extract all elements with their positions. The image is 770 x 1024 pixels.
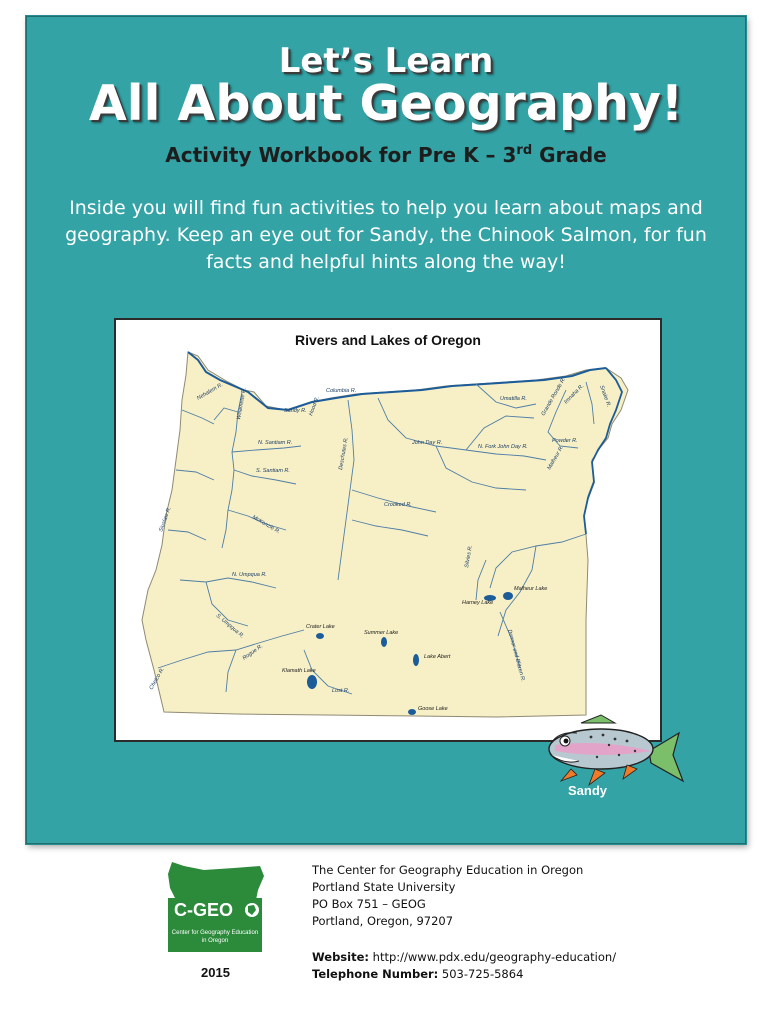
phone-number: 503-725-5864: [438, 967, 524, 981]
intro-text: Inside you will find fun activities to help you learn about maps and geography. Keep an eye out for Sandy, the Chinook Salmon, for fun facts and helpful hints along the way!: [65, 197, 707, 273]
lake-label: Crater Lake: [306, 624, 335, 630]
river-label: Willamette R.: [236, 387, 248, 421]
phone-line: [312, 966, 616, 983]
lake-label: Summer Lake: [364, 630, 399, 636]
river-label: Malheur R.: [546, 444, 566, 471]
river-label: McKenzie R.: [251, 514, 282, 536]
title-line-1: Let’s Learn: [278, 41, 494, 81]
map-graphic: [116, 320, 660, 740]
website-label: Website:: [312, 950, 369, 964]
mascot-name: Sandy: [568, 783, 608, 798]
river-label: Grande Ronde R.: [540, 376, 568, 417]
logo-tagline-1: Center for Geography Education: [171, 930, 259, 936]
river-label: Sandy R.: [284, 408, 307, 414]
address-line: The Center for Geography Education in Oregon: [312, 863, 584, 877]
salmon-mascot-icon: [531, 711, 691, 795]
oregon-map: [114, 318, 662, 742]
river-label: N. Fork John Day R.: [478, 444, 528, 450]
river-label: Silvies R.: [464, 544, 474, 569]
lake-label: Harney Lake: [462, 600, 494, 606]
address-line: Portland State University: [312, 880, 456, 894]
river-label: Powder R.: [552, 438, 578, 444]
lake-label: Malheur Lake: [514, 586, 548, 592]
website-url[interactable]: http://www.pdx.edu/geography-education/: [369, 950, 617, 964]
logo-tagline-2: in Oregon: [201, 938, 229, 944]
lake-label: Goose Lake: [418, 706, 448, 712]
year-label: 2015: [201, 965, 230, 980]
river-label: Nehalem R.: [196, 382, 225, 402]
lake-label: Lake Abert: [424, 654, 451, 660]
river-label: Crooked R.: [384, 502, 412, 508]
river-label: S. Santiam R.: [256, 468, 290, 474]
river-label: Siuslaw R.: [158, 506, 173, 533]
river-label: N. Santiam R.: [258, 440, 293, 446]
subtitle-prefix: Activity Workbook for Pre K – 3: [165, 143, 517, 167]
river-label: Chetco R.: [148, 666, 166, 691]
address-line: Portland, Oregon, 97207: [312, 914, 454, 928]
river-label: Deschutes R.: [338, 436, 350, 471]
subtitle: [27, 143, 745, 167]
lake-label: Klamath Lake: [282, 668, 316, 674]
title-line-2: All About Geography!: [88, 75, 684, 132]
river-label: Columbia R.: [326, 388, 357, 394]
river-label: Lost R.: [332, 688, 350, 694]
river-label: Hood R.: [308, 395, 321, 417]
subtitle-suffix: Grade: [532, 143, 607, 167]
river-label: Rogue R.: [241, 643, 265, 662]
website-line[interactable]: [312, 949, 616, 966]
oregon-land: [142, 352, 628, 717]
river-label: Snake R.: [598, 384, 612, 408]
river-label: John Day R.: [412, 440, 443, 446]
river-label: Donner und Blitzen R.: [506, 628, 526, 683]
river-label: Imnaha R.: [563, 383, 586, 406]
address-line: PO Box 751 – GEOG: [312, 897, 426, 911]
map-title: Rivers and Lakes of Oregon: [295, 332, 481, 348]
logo-name: C-GEO: [174, 900, 234, 920]
phone-label: Telephone Number:: [312, 967, 439, 981]
subtitle-sup: rd: [516, 143, 533, 158]
cgeo-logo: [164, 860, 268, 956]
river-label: Umatilla R.: [500, 396, 527, 402]
river-label: S. Umpqua R.: [214, 612, 246, 640]
river-label: N. Umpqua R.: [232, 572, 267, 578]
contact-block: [312, 862, 616, 983]
cover-panel: [26, 16, 746, 844]
